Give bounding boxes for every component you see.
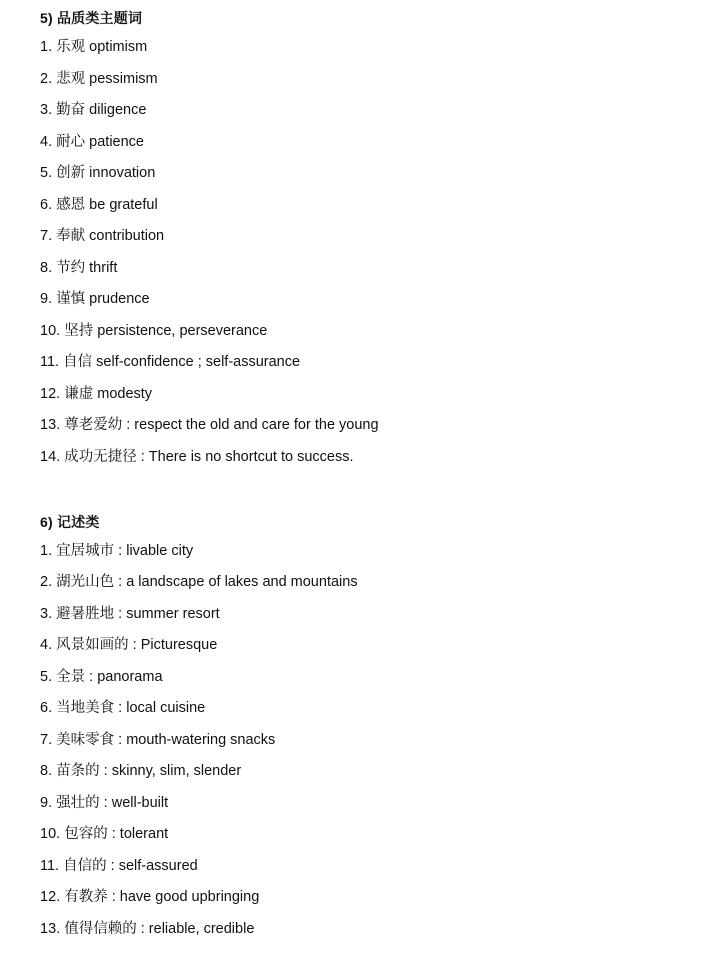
item-english: local cuisine: [126, 700, 206, 716]
item-english: innovation: [89, 165, 156, 181]
list-item: [40, 38, 147, 56]
item-chinese: 风景如画的: [56, 637, 129, 653]
item-number: 4.: [40, 134, 53, 150]
list-item: [40, 101, 146, 119]
item-number: 13.: [40, 921, 61, 937]
list-item: [40, 794, 168, 812]
list-item: [40, 448, 354, 466]
item-chinese: 包容的: [64, 826, 108, 842]
item-number: 5.: [40, 669, 53, 685]
item-number: 6.: [40, 700, 53, 716]
list-item: [40, 636, 217, 654]
item-chinese: 坚持: [64, 323, 94, 339]
list-item: [40, 322, 267, 340]
list-item: [40, 668, 163, 686]
item-number: 9.: [40, 795, 53, 811]
item-chinese: 谦虚: [64, 386, 94, 402]
item-english: self-confidence ; self-assurance: [96, 354, 301, 370]
item-english: optimism: [89, 39, 148, 55]
item-number: 3.: [40, 102, 53, 118]
item-separator: :: [107, 889, 120, 905]
list-item: [40, 920, 254, 938]
item-chinese: 节约: [56, 260, 86, 276]
list-item: [40, 290, 150, 308]
item-chinese: 值得信赖的: [64, 921, 137, 937]
item-english: panorama: [97, 669, 163, 685]
item-english: livable city: [126, 543, 194, 559]
item-chinese: 创新: [56, 165, 86, 181]
list-item: [40, 133, 144, 151]
item-separator: :: [114, 732, 127, 748]
list-item: [40, 416, 379, 434]
item-number: 13.: [40, 417, 61, 433]
list-item: [40, 196, 158, 214]
item-english: thrift: [89, 260, 118, 276]
item-english: pessimism: [89, 71, 158, 87]
item-chinese: 全景: [56, 669, 86, 685]
item-english: be grateful: [89, 197, 158, 213]
section-title-quality: 5) 品质类主题词: [40, 10, 143, 26]
item-number: 7.: [40, 732, 53, 748]
list-item: [40, 888, 259, 906]
item-english: patience: [89, 134, 144, 150]
item-english: summer resort: [126, 606, 220, 622]
item-number: 11.: [40, 858, 60, 874]
list-item: [40, 762, 241, 780]
item-separator: :: [136, 921, 149, 937]
item-separator: :: [122, 417, 135, 433]
list-item: [40, 825, 168, 843]
item-chinese: 耐心: [56, 134, 86, 150]
item-chinese: 宜居城市: [56, 543, 115, 559]
item-number: 2.: [40, 71, 53, 87]
item-number: 14.: [40, 449, 61, 465]
list-item: [40, 353, 300, 371]
item-number: 2.: [40, 574, 53, 590]
item-english: respect the old and care for the young: [134, 417, 379, 433]
item-number: 12.: [40, 889, 61, 905]
list-item: [40, 70, 158, 88]
item-english: persistence, perseverance: [97, 323, 268, 339]
item-chinese: 美味零食: [56, 732, 115, 748]
item-number: 10.: [40, 826, 61, 842]
item-english: reliable, credible: [148, 921, 255, 937]
item-number: 6.: [40, 197, 53, 213]
item-chinese: 勤奋: [56, 102, 86, 118]
item-chinese: 避暑胜地: [56, 606, 115, 622]
item-number: 12.: [40, 386, 61, 402]
item-number: 9.: [40, 291, 53, 307]
item-english: diligence: [89, 102, 147, 118]
item-chinese: 感恩: [56, 197, 86, 213]
item-separator: :: [114, 700, 127, 716]
item-separator: :: [106, 858, 119, 874]
item-english: Picturesque: [140, 637, 218, 653]
item-chinese: 苗条的: [56, 763, 100, 779]
item-english: well-built: [111, 795, 169, 811]
item-chinese: 奉献: [56, 228, 86, 244]
item-chinese: 自信的: [63, 858, 107, 874]
item-separator: :: [99, 795, 112, 811]
item-separator: :: [114, 574, 127, 590]
item-number: 5.: [40, 165, 53, 181]
item-english: contribution: [89, 228, 165, 244]
item-english: tolerant: [119, 826, 169, 842]
item-separator: :: [99, 763, 112, 779]
item-number: 1.: [40, 543, 53, 559]
item-english: mouth-watering snacks: [126, 732, 276, 748]
item-english: There is no shortcut to success.: [148, 449, 354, 465]
item-number: 11.: [40, 354, 60, 370]
list-item: [40, 573, 358, 591]
item-chinese: 成功无捷径: [64, 449, 137, 465]
item-chinese: 悲观: [56, 71, 86, 87]
item-separator: :: [85, 669, 98, 685]
item-number: 7.: [40, 228, 53, 244]
item-number: 3.: [40, 606, 53, 622]
list-item: [40, 605, 220, 623]
list-item: [40, 164, 155, 182]
item-english: self-assured: [118, 858, 198, 874]
item-chinese: 湖光山色: [56, 574, 115, 590]
item-english: skinny, slim, slender: [111, 763, 242, 779]
item-english: prudence: [89, 291, 150, 307]
section-title-description: 6) 记述类: [40, 514, 100, 530]
item-separator: :: [136, 449, 149, 465]
item-english: a landscape of lakes and mountains: [126, 574, 358, 590]
item-english: modesty: [97, 386, 153, 402]
item-chinese: 尊老爱幼: [64, 417, 123, 433]
item-chinese: 强壮的: [56, 795, 100, 811]
list-item: [40, 699, 205, 717]
item-number: 8.: [40, 763, 53, 779]
item-separator: :: [107, 826, 120, 842]
item-number: 10.: [40, 323, 61, 339]
list-item: [40, 227, 164, 245]
item-chinese: 自信: [63, 354, 93, 370]
item-number: 1.: [40, 39, 53, 55]
item-chinese: 谨慎: [56, 291, 86, 307]
list-item: [40, 542, 193, 560]
item-chinese: 有教养: [64, 889, 108, 905]
list-item: [40, 385, 152, 403]
list-item: [40, 731, 275, 749]
item-chinese: 乐观: [56, 39, 86, 55]
item-number: 8.: [40, 260, 53, 276]
list-item: [40, 857, 198, 875]
item-separator: :: [128, 637, 141, 653]
item-number: 4.: [40, 637, 53, 653]
list-item: [40, 259, 117, 277]
item-chinese: 当地美食: [56, 700, 115, 716]
item-separator: :: [114, 606, 127, 622]
item-separator: :: [114, 543, 127, 559]
item-english: have good upbringing: [119, 889, 260, 905]
